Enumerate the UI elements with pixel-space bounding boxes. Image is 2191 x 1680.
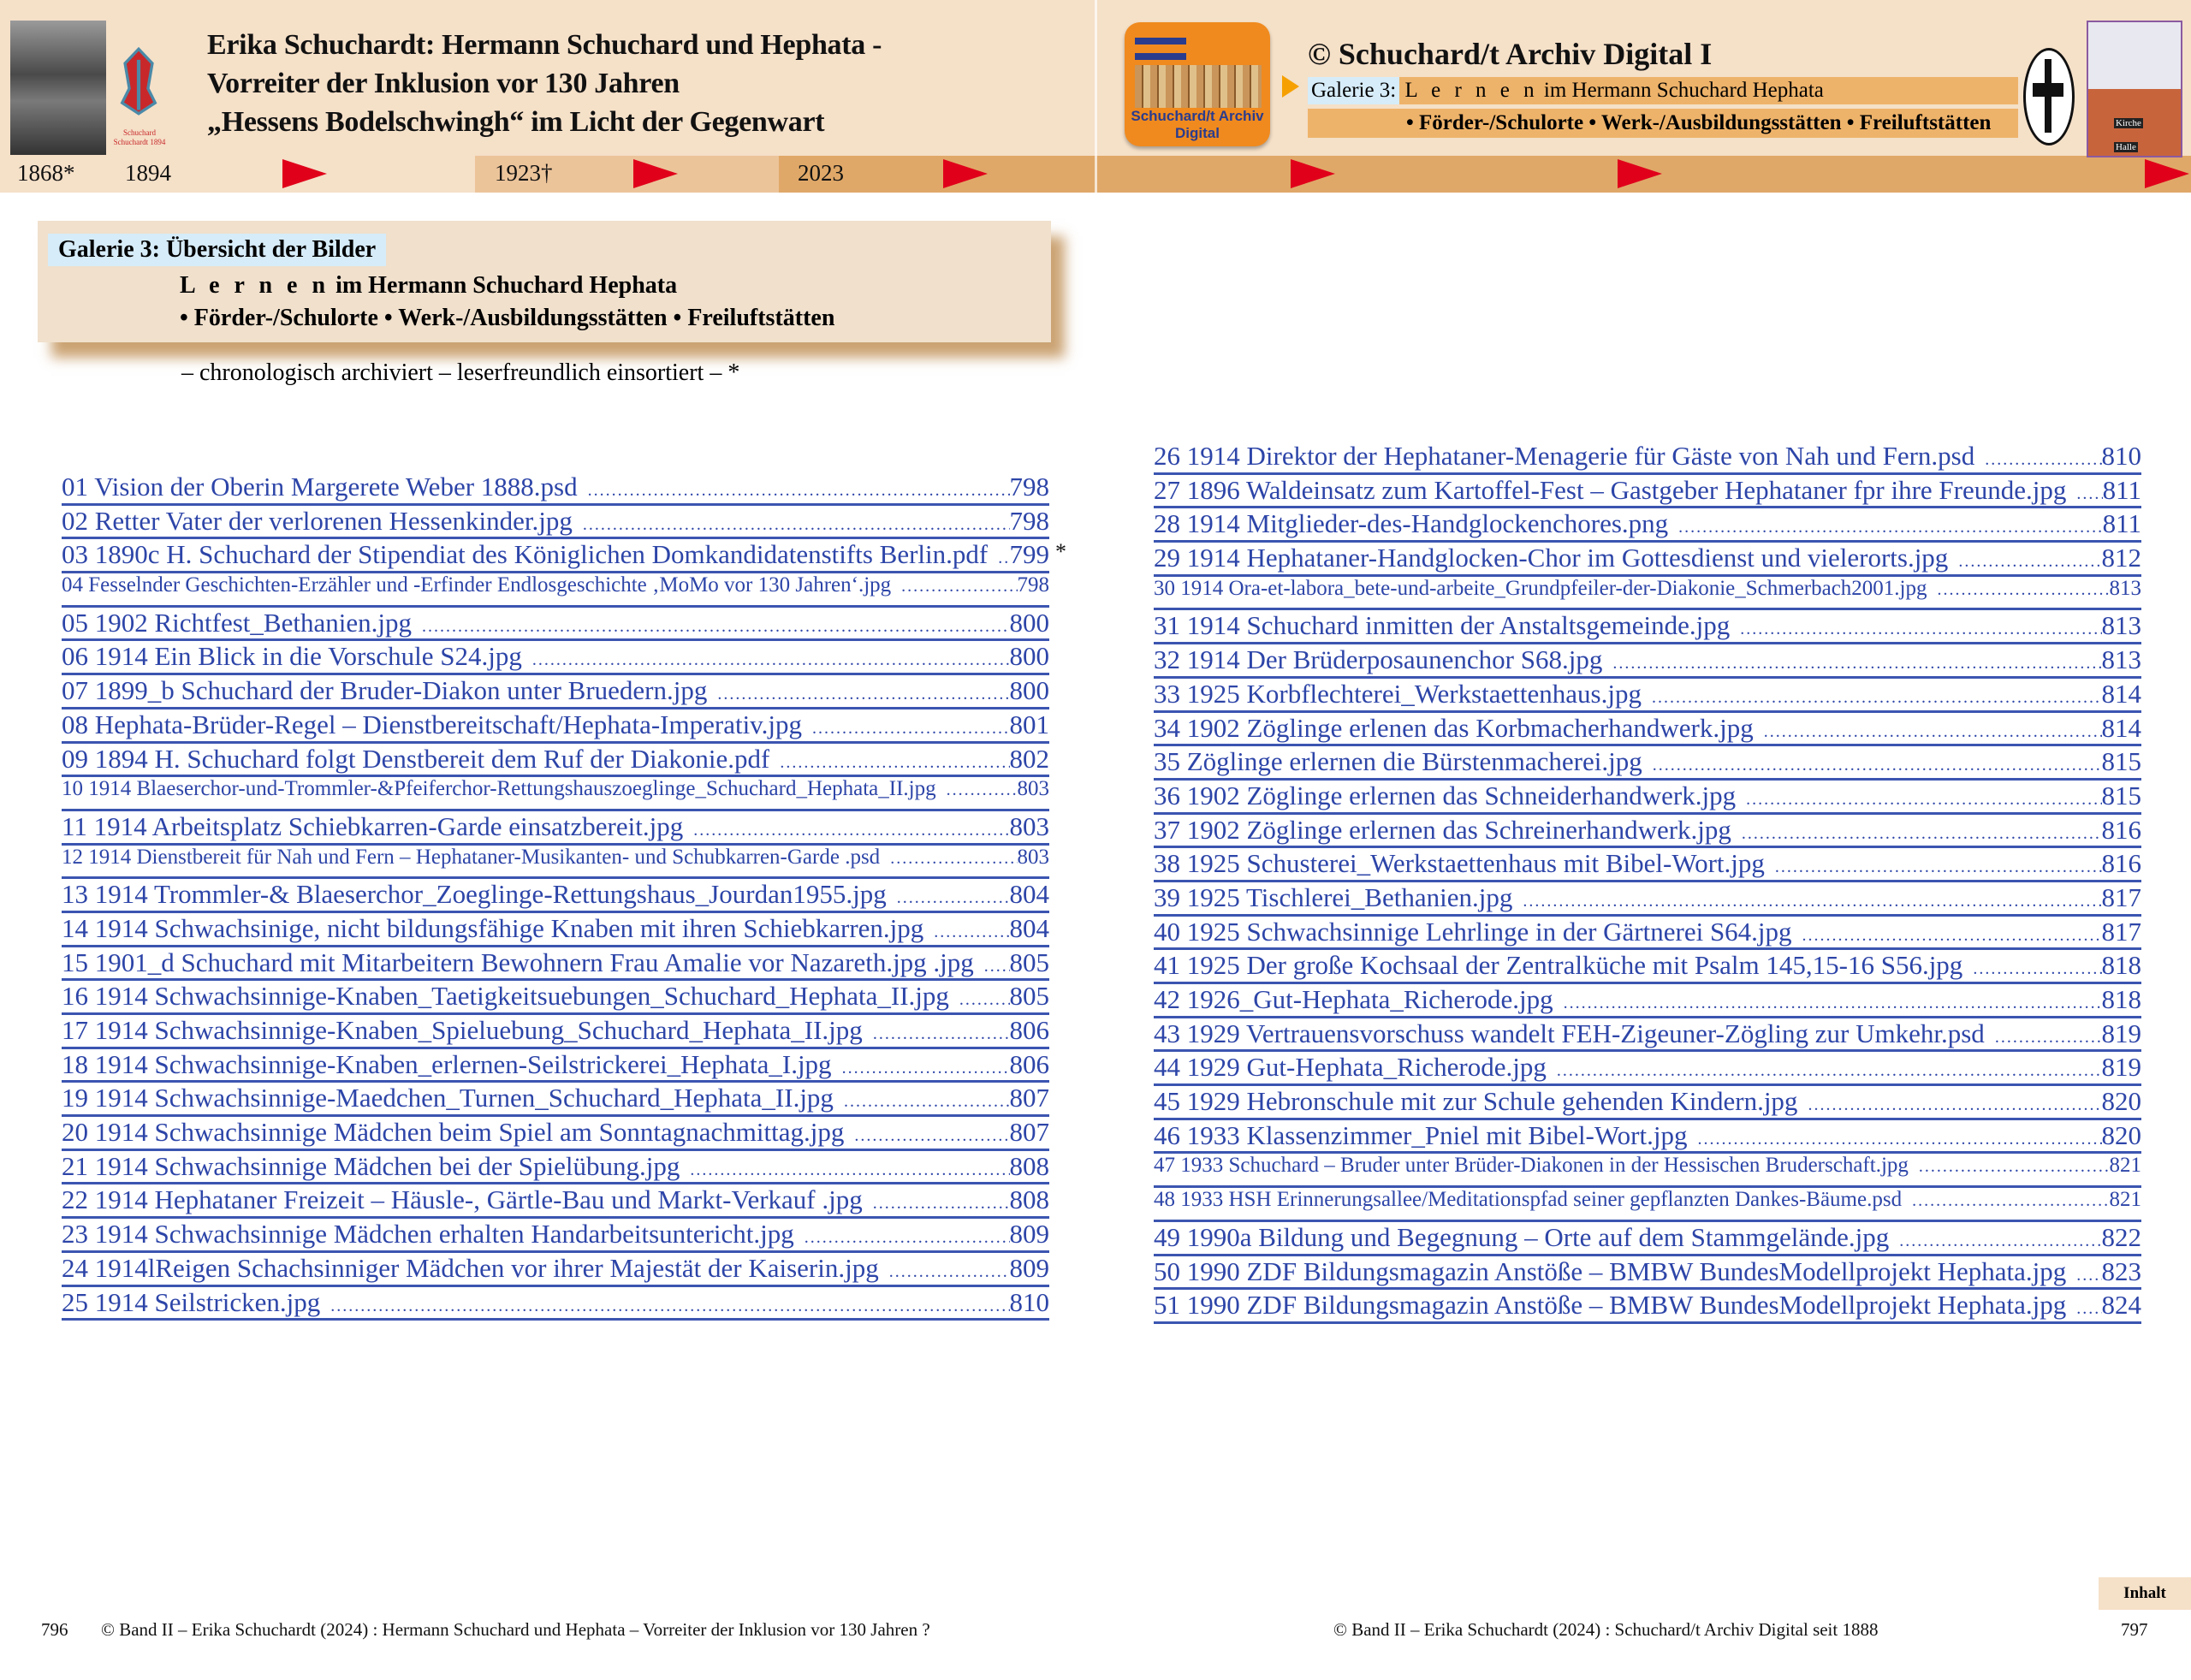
image-list-link[interactable]	[62, 1015, 1049, 1049]
image-title: 17 1914 Schwachsinnige-Knaben_Spieluebung_Schuchard_Hephata_II.jpg	[62, 1015, 863, 1045]
page-number: 810	[1009, 1286, 1049, 1317]
image-title: 21 1914 Schwachsinnige Mädchen bei der Spielübung.jpg	[62, 1150, 680, 1181]
image-title: 48 1933 HSH Erinnerungsallee/Meditationspfad seiner gepflanzten Dankes-Bäume.psd	[1154, 1188, 1903, 1212]
image-title: 36 1902 Zöglinge erlernen das Schneiderhandwerk.jpg	[1154, 780, 1737, 810]
image-title: 39 1925 Tischlerei_Bethanien.jpg	[1154, 882, 1513, 912]
timeline-year: 2023	[798, 160, 844, 186]
page-number: 803	[1017, 845, 1049, 869]
image-list-link[interactable]	[1154, 1086, 2141, 1120]
image-title: 40 1925 Schwachsinnige Lehrlinge in der Gärtnerei S64.jpg	[1154, 916, 1792, 947]
page-number: 811	[2102, 508, 2141, 539]
dot-leader	[2076, 1266, 2101, 1285]
page-number: 813	[2109, 576, 2141, 600]
footer-right: © Band II – Erika Schuchardt (2024) : Schuchard/t Archiv Digital seit 1888	[1333, 1619, 1879, 1640]
crest-caption: Schuchard Schuchardt 1894	[113, 128, 166, 146]
image-list-link[interactable]	[62, 1117, 1049, 1151]
page-number: 805	[1009, 947, 1049, 977]
image-title: 43 1929 Vertrauensvorschuss wandelt FEH-Zigeuner-Zögling zur Umkehr.psd	[1154, 1018, 1985, 1048]
page-number: 813	[2101, 610, 2141, 641]
dot-leader	[1678, 518, 2103, 537]
image-title: 03 1890c H. Schuchard der Stipendiat des Königlichen Domkandidatenstifts Berlin.pdf	[62, 539, 989, 570]
dot-leader	[812, 719, 1009, 739]
dot-leader	[844, 1092, 1010, 1112]
image-list-link[interactable]	[62, 1253, 1049, 1287]
dot-leader	[583, 515, 1010, 535]
dot-leader	[805, 1228, 1010, 1248]
dot-leader	[1808, 1095, 2101, 1115]
image-title: 11 1914 Arbeitsplatz Schiebkarren-Garde einsatzbereit.jpg	[62, 810, 684, 841]
image-title: 42 1926_Gut-Hephata_Richerode.jpg	[1154, 984, 1553, 1014]
dot-leader	[1746, 790, 2101, 810]
books-icon	[1135, 65, 1262, 108]
image-list-link[interactable]	[62, 879, 1049, 913]
arrow-right-icon	[282, 159, 327, 188]
gallery-topic: im Hermann Schuchard Hephata	[1538, 79, 1824, 102]
image-list-link[interactable]	[62, 744, 1049, 778]
dot-leader	[1557, 1061, 2102, 1081]
image-list-link[interactable]	[62, 981, 1049, 1015]
dot-leader	[1742, 824, 2102, 844]
arrow-right-icon	[1291, 159, 1335, 188]
image-list-link[interactable]	[62, 846, 1049, 880]
image-list-link[interactable]	[1154, 1256, 2141, 1291]
page-number: 817	[2101, 882, 2141, 912]
dot-leader	[854, 1126, 1009, 1146]
image-title: 02 Retter Vater der verlorenen Hessenkinder.jpg	[62, 505, 573, 536]
page-number: 804	[1009, 879, 1049, 910]
dot-leader	[1652, 688, 2102, 708]
image-title: 12 1914 Dienstbereit für Nah und Fern – Hephataner-Musikanten- und Schubkarren-Garde .psd	[62, 845, 881, 869]
page-number: 803	[1009, 810, 1049, 841]
image-list-link[interactable]	[1154, 508, 2141, 543]
image-list-link[interactable]	[62, 608, 1049, 642]
image-title: 49 1990a Bildung und Begegnung – Orte auf dem Stammgelände.jpg	[1154, 1221, 1890, 1252]
image-title: 15 1901_d Schuchard mit Mitarbeitern Bewohnern Frau Amalie vor Nazareth.jpg .jpg	[62, 947, 974, 977]
portrait-photo	[10, 21, 106, 155]
page-number: 822	[2101, 1221, 2141, 1252]
page-number: 821	[2109, 1188, 2141, 1212]
image-list-link[interactable]	[62, 1083, 1049, 1117]
dot-leader	[1938, 580, 2110, 600]
dot-leader	[842, 1059, 1010, 1078]
timeline-year: 1894	[125, 160, 171, 186]
image-list-link[interactable]	[1154, 1188, 2141, 1222]
image-title: 45 1929 Hebronschule mit zur Schule gehenden Kindern.jpg	[1154, 1086, 1798, 1117]
page-number: 800	[1009, 641, 1049, 672]
gallery-overview-box	[38, 221, 1051, 342]
image-title: 28 1914 Mitglieder-des-Handglockenchores.png	[1154, 508, 1669, 539]
dot-leader	[1912, 1191, 2109, 1211]
dot-leader	[2076, 1299, 2101, 1319]
archiv-title: © Schuchard/t Archiv Digital I	[1308, 37, 1713, 71]
page-number: 811	[2102, 474, 2141, 505]
image-list-link[interactable]	[62, 811, 1049, 846]
topic-spaced: L e r n e n	[180, 272, 330, 299]
image-title: 04 Fesselnder Geschichten-Erzähler und -Erfinder Endlosgeschichte ‚MoMo vor 130 Jahren‘.jpg	[62, 573, 892, 597]
image-title: 01 Vision der Oberin Margerete Weber 1888.psd	[62, 472, 578, 502]
image-title: 08 Hephata-Brüder-Regel – Dienstbereitschaft/Hephata-Imperativ.jpg	[62, 709, 803, 739]
poster-label: Kirche	[2116, 118, 2141, 128]
pointer-arrow-icon	[1282, 75, 1299, 98]
image-title: 13 1914 Trommler-& Blaeserchor_Zoeglinge-Rettungshaus_Jourdan1955.jpg	[62, 879, 887, 910]
page-number: 813	[2101, 644, 2141, 675]
logo-text: Schuchard/t Archiv Digital	[1131, 108, 1264, 141]
dot-leader	[2076, 484, 2102, 504]
document-title	[207, 26, 882, 141]
image-list-link[interactable]	[62, 641, 1049, 675]
dot-leader	[588, 481, 1010, 501]
dot-leader	[1995, 1028, 2102, 1048]
page-number-left: 796	[41, 1619, 68, 1640]
image-list-link[interactable]	[1154, 713, 2141, 747]
image-list-link[interactable]	[62, 913, 1049, 947]
image-title: 37 1902 Zöglinge erlernen das Schreinerhandwerk.jpg	[1154, 814, 1731, 845]
dot-leader	[947, 781, 1018, 800]
dot-leader	[934, 923, 1009, 942]
image-title: 27 1896 Waldeinsatz zum Kartoffel-Fest – Gastgeber Hephataner fpr ihre Freunde.jpg	[1154, 474, 2067, 505]
page-number: 799	[1009, 539, 1049, 570]
page-number: 804	[1009, 912, 1049, 943]
dot-leader	[1958, 552, 2101, 572]
church-poster-image	[2087, 21, 2182, 157]
timeline-year: 1923†	[495, 160, 553, 186]
image-title: 34 1902 Zöglinge erlenen das Korbmacherhandwerk.jpg	[1154, 712, 1754, 743]
image-title: 47 1933 Schuchard – Bruder unter Brüder-Diakonen in der Hessischen Bruderschaft.jpg	[1154, 1154, 1909, 1178]
page-number: 812	[2101, 543, 2141, 573]
image-title: 51 1990 ZDF Bildungsmagazin Anstöße – BMBW BundesModellprojekt Hephata.jpg	[1154, 1290, 2067, 1321]
image-list-link[interactable]	[1154, 746, 2141, 781]
image-title: 33 1925 Korbflechterei_Werkstaettenhaus.jpg	[1154, 678, 1642, 709]
dot-leader	[422, 617, 1010, 637]
image-list-link[interactable]	[1154, 543, 2141, 577]
page-number: 820	[2101, 1086, 2141, 1117]
gallery-box-title: Galerie 3: Übersicht der Bilder	[48, 234, 386, 266]
dot-leader	[1775, 858, 2102, 877]
dot-leader	[1919, 1157, 2110, 1177]
image-list-link[interactable]	[1154, 1052, 2141, 1086]
dot-leader	[897, 888, 1010, 908]
image-list-link[interactable]	[62, 506, 1049, 540]
arrow-right-icon	[1618, 159, 1662, 188]
page-number: 798	[1009, 505, 1049, 536]
page-number: 824	[2101, 1290, 2141, 1321]
image-list-link[interactable]	[1154, 441, 2141, 475]
image-title: 24 1914lReigen Schachsinniger Mädchen vor ihrer Majestät der Kaiserin.jpg	[62, 1252, 879, 1283]
image-list-link[interactable]	[1154, 577, 2141, 611]
page-number: 817	[2101, 916, 2141, 947]
page-number: 806	[1009, 1015, 1049, 1045]
page-number: 798	[1017, 573, 1049, 597]
image-title: 06 1914 Ein Blick in die Vorschule S24.jpg	[62, 641, 522, 672]
image-title: 30 1914 Ora-et-labora_bete-und-arbeite_Grundpfeiler-der-Diakonie_Schmerbach2001.jpg	[1154, 576, 1927, 600]
image-list-link[interactable]	[1154, 1222, 2141, 1256]
arrow-right-icon	[633, 159, 678, 188]
image-list-link[interactable]	[62, 573, 1049, 608]
page-number: 808	[1009, 1150, 1049, 1181]
page-number: 814	[2101, 712, 2141, 743]
image-list-link[interactable]	[1154, 781, 2141, 815]
image-list-right	[1154, 441, 2141, 1324]
image-title: 35 Zöglinge erlernen die Bürstenmacherei.jpg	[1154, 746, 1642, 777]
image-title: 46 1933 Klassenzimmer_Pniel mit Bibel-Wort.jpg	[1154, 1119, 1688, 1150]
footnote-mark: *	[1055, 539, 1066, 565]
gallery-topic-spaced: L e r n e n	[1404, 79, 1539, 102]
page-number: 818	[2101, 950, 2141, 981]
image-list-link[interactable]	[1154, 950, 2141, 984]
image-title: 07 1899_b Schuchard der Bruder-Diakon unter Bruedern.jpg	[62, 675, 708, 706]
page-number: 814	[2101, 678, 2141, 709]
poster-label: Halle	[2116, 142, 2136, 152]
page-number: 819	[2101, 1052, 2141, 1083]
image-title: 44 1929 Gut-Hephata_Richerode.jpg	[1154, 1052, 1547, 1083]
arrow-right-icon	[943, 159, 988, 188]
page-number: 815	[2101, 746, 2141, 777]
image-list-link[interactable]	[62, 947, 1049, 982]
page-number: 815	[2101, 780, 2141, 810]
image-list-link[interactable]	[1154, 882, 2141, 917]
contents-button[interactable]: Inhalt	[2099, 1577, 2191, 1610]
page-number: 808	[1009, 1184, 1049, 1215]
dot-leader	[1899, 1232, 2101, 1251]
image-title: 22 1914 Hephataner Freizeit – Häusle-, Gärtle-Bau und Markt-Verkauf .jpg	[62, 1184, 863, 1215]
dot-leader	[1764, 722, 2102, 742]
dot-leader	[690, 1161, 1009, 1180]
image-list-link[interactable]	[62, 777, 1049, 811]
archiv-digital-logo[interactable]	[1125, 22, 1270, 146]
dot-leader	[959, 990, 1010, 1010]
gallery-box-subtopics: • Förder-/Schulorte • Werk-/Ausbildungsstätten • Freiluftstätten	[180, 305, 835, 331]
image-title: 16 1914 Schwachsinnige-Knaben_Taetigkeitsuebungen_Schuchard_Hephata_II.jpg	[62, 981, 949, 1012]
page-number: 816	[2101, 814, 2141, 845]
dot-leader	[998, 549, 1009, 568]
page-number: 803	[1017, 777, 1049, 801]
image-title: 05 1902 Richtfest_Bethanien.jpg	[62, 607, 412, 638]
page-number: 816	[2101, 848, 2141, 879]
topic-rest: im Hermann Schuchard Hephata	[330, 272, 678, 299]
page-number: 801	[1009, 709, 1049, 739]
hephata-cross-seal-icon	[2023, 48, 2075, 145]
dot-leader	[693, 821, 1009, 840]
image-list-link[interactable]	[1154, 610, 2141, 644]
page-number: 823	[2101, 1256, 2141, 1286]
dot-leader	[873, 1194, 1010, 1214]
image-list-left	[62, 472, 1066, 1321]
dot-leader	[1740, 620, 2101, 639]
image-list-link[interactable]	[62, 1219, 1049, 1253]
dot-leader	[901, 577, 1017, 597]
image-title: 50 1990 ZDF Bildungsmagazin Anstöße – BMBW BundesModellprojekt Hephata.jpg	[1154, 1256, 2067, 1286]
page-number: 800	[1009, 607, 1049, 638]
page-number: 805	[1009, 981, 1049, 1012]
image-list-link[interactable]	[1154, 679, 2141, 713]
title-line: „Hessens Bodelschwingh“ im Licht der Gegenwart	[207, 106, 825, 138]
page-number: 806	[1009, 1048, 1049, 1079]
dot-leader	[717, 685, 1009, 704]
image-title: 20 1914 Schwachsinnige Mädchen beim Spiel am Sonntagnachmittag.jpg	[62, 1117, 845, 1148]
dot-leader	[1653, 756, 2102, 775]
image-list-link[interactable]	[62, 472, 1049, 506]
image-list-link[interactable]	[1154, 644, 2141, 679]
image-title: 09 1894 H. Schuchard folgt Denstbereit dem Ruf der Diakonie.pdf	[62, 743, 770, 774]
image-title: 38 1925 Schusterei_Werkstaettenhaus mit Bibel-Wort.jpg	[1154, 848, 1765, 879]
arrow-right-icon	[2145, 159, 2189, 188]
dot-leader	[330, 1297, 1009, 1316]
image-title: 23 1914 Schwachsinnige Mädchen erhalten Handarbeitsuntericht.jpg	[62, 1219, 794, 1250]
image-list-link[interactable]	[1154, 1154, 2141, 1188]
page-number: 819	[2101, 1018, 2141, 1048]
image-title: 41 1925 Der große Kochsaal der Zentralküche mit Psalm 145,15-16 S56.jpg	[1154, 950, 1963, 981]
dot-leader	[889, 1262, 1010, 1282]
footer-left: © Band II – Erika Schuchardt (2024) : Hermann Schuchard und Hephata – Vorreiter der Inklusion vor 130 Jahren ?	[101, 1619, 930, 1640]
page-number: 800	[1009, 675, 1049, 706]
dot-leader	[1973, 959, 2101, 979]
image-title: 25 1914 Seilstricken.jpg	[62, 1286, 321, 1317]
image-title: 18 1914 Schwachsinnige-Knaben_erlernen-Seilstrickerei_Hephata_I.jpg	[62, 1048, 832, 1079]
page-number: 807	[1009, 1083, 1049, 1113]
dot-leader	[1564, 994, 2102, 1013]
menu-bars-icon	[1135, 38, 1186, 60]
page-number: 802	[1009, 743, 1049, 774]
gallery-subtopics	[1308, 109, 2018, 138]
subtitle: – chronologisch archiviert – leserfreundlich einsortiert – *	[181, 359, 740, 386]
page-number: 809	[1009, 1219, 1049, 1250]
image-list-link[interactable]	[62, 675, 1049, 709]
page-number: 821	[2109, 1154, 2141, 1178]
image-list-link[interactable]	[1154, 1290, 2141, 1324]
image-list-link[interactable]	[1154, 917, 2141, 951]
timeline-year: 1868*	[17, 160, 75, 186]
page-number: 807	[1009, 1117, 1049, 1148]
gallery-topics-text: • Förder-/Schulorte • Werk-/Ausbildungsstätten • Freiluftstätten	[1406, 111, 1992, 134]
image-list-link[interactable]	[1154, 984, 2141, 1018]
image-title: 10 1914 Blaeserchor-und-Trommler-&Pfeiferchor-Rettungshauszoeglinge_Schuchard_Hephata_II.jpg	[62, 777, 936, 801]
family-crest-icon	[116, 39, 161, 124]
dot-leader	[1612, 654, 2101, 674]
image-list-link[interactable]	[62, 1287, 1049, 1321]
dot-leader	[1697, 1130, 2101, 1149]
image-list-link[interactable]	[1154, 848, 2141, 882]
dot-leader	[890, 849, 1017, 869]
page-number: 818	[2101, 984, 2141, 1014]
title-line: Erika Schuchardt: Hermann Schuchard und Hephata -	[207, 29, 882, 61]
page-number-right: 797	[2121, 1619, 2148, 1640]
page-number: 820	[2101, 1119, 2141, 1150]
dot-leader	[984, 957, 1010, 977]
image-list-link[interactable]	[62, 1049, 1049, 1083]
image-list-link[interactable]	[62, 539, 1066, 573]
title-line: Vorreiter der Inklusion vor 130 Jahren	[207, 68, 680, 99]
image-title: 26 1914 Direktor der Hephataner-Menagerie für Gäste von Nah und Fern.psd	[1154, 441, 1975, 471]
image-list-link[interactable]	[62, 1184, 1049, 1219]
dot-leader	[780, 753, 1009, 773]
page-number: 798	[1009, 472, 1049, 502]
dot-leader	[1523, 892, 2101, 911]
image-list-link[interactable]	[1154, 1018, 2141, 1053]
image-list-link[interactable]	[62, 709, 1049, 744]
image-list-link[interactable]	[1154, 815, 2141, 849]
dot-leader	[1802, 926, 2102, 946]
image-title: 29 1914 Hephataner-Handglocken-Chor im Gottesdienst und vielerorts.jpg	[1154, 543, 1949, 573]
image-title: 31 1914 Schuchard inmitten der Anstaltsgemeinde.jpg	[1154, 610, 1731, 641]
dot-leader	[1985, 450, 2101, 470]
dot-leader	[532, 650, 1010, 670]
image-list-link[interactable]	[1154, 1120, 2141, 1155]
gallery-heading	[1308, 77, 2018, 104]
image-title: 19 1914 Schwachsinnige-Maedchen_Turnen_Schuchard_Hephata_II.jpg	[62, 1083, 834, 1113]
dot-leader	[873, 1024, 1010, 1044]
page-divider	[1095, 0, 1097, 193]
image-title: 32 1914 Der Brüderposaunenchor S68.jpg	[1154, 644, 1603, 675]
gallery-label: Galerie 3:	[1308, 77, 1399, 104]
image-title: 14 1914 Schwachsinige, nicht bildungsfähige Knaben mit ihren Schiebkarren.jpg	[62, 912, 924, 943]
image-list-link[interactable]	[62, 1151, 1049, 1185]
gallery-box-topic	[180, 272, 677, 300]
page-number: 809	[1009, 1252, 1049, 1283]
image-list-link[interactable]	[1154, 475, 2141, 509]
page-number: 810	[2101, 441, 2141, 471]
